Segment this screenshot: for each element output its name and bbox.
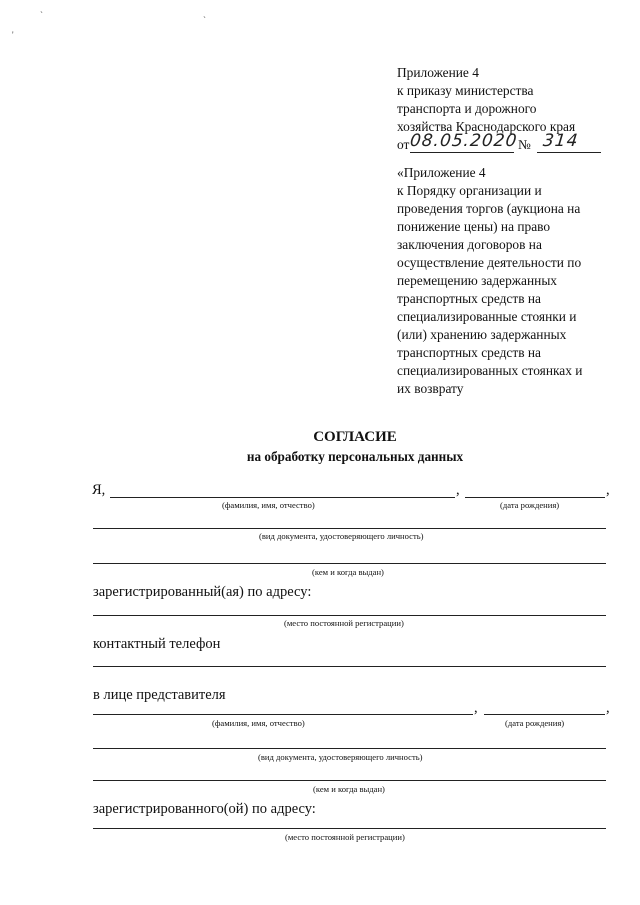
contact-phone-label: контактный телефон (93, 636, 221, 652)
header-line: к приказу министерства (397, 83, 534, 98)
order-number-sign: № (518, 137, 531, 152)
appendix-line: понижение цены) на право (397, 219, 551, 234)
appendix-line: «Приложение 4 (397, 165, 486, 180)
contact-phone-field[interactable] (93, 666, 606, 667)
birth-date-field[interactable] (465, 497, 605, 498)
appendix-line: транспортных средств на (397, 291, 541, 306)
comma: , (474, 700, 478, 716)
rep-caption-residence: (место постоянной регистрации) (285, 832, 405, 842)
rep-caption-issued-by: (кем и когда выдан) (313, 784, 385, 794)
representative-label: в лице представителя (93, 687, 226, 703)
appendix-line: осуществление деятельности по (397, 255, 582, 270)
document-subtitle: на обработку персональных данных (246, 449, 464, 464)
appendix-line: перемещению задержанных (397, 273, 558, 288)
caption-fio: (фамилия, имя, отчество) (222, 500, 315, 510)
rep-issued-by-field[interactable] (93, 780, 606, 781)
caption-issued-by: (кем и когда выдан) (312, 567, 384, 577)
scan-speck: ` (40, 10, 43, 20)
rep-fio-field[interactable] (93, 714, 473, 715)
order-number: 314 (541, 131, 580, 151)
header-block (397, 64, 580, 154)
order-line (397, 131, 580, 154)
header-line: хозяйства Краснодарского края (397, 119, 576, 134)
header-line: транспорта и дорожного (397, 101, 537, 116)
scan-speck: ' (12, 30, 14, 40)
caption-id-document: (вид документа, удостоверяющего личность) (259, 531, 424, 541)
appendix-line: заключения договоров на (397, 237, 542, 252)
scan-speck: ` (203, 15, 206, 25)
order-prefix: от (397, 137, 410, 152)
registered-address-field[interactable] (93, 615, 606, 616)
rep-id-document-field[interactable] (93, 748, 606, 749)
caption-birth-date: (дата рождения) (500, 500, 560, 510)
rep-registered-address-label: зарегистрированного(ой) по адресу: (93, 801, 316, 817)
comma: , (606, 482, 610, 498)
appendix-line: проведения торгов (аукциона на (397, 201, 581, 216)
ya-label: Я, (92, 482, 106, 498)
fio-field[interactable] (110, 497, 455, 498)
rep-caption-fio: (фамилия, имя, отчество) (212, 718, 305, 728)
header-line: Приложение 4 (397, 65, 479, 80)
appendix-line: специализированных стоянках и (397, 363, 583, 378)
rep-caption-id-document: (вид документа, удостоверяющего личность) (258, 752, 423, 762)
rep-registered-address-field[interactable] (93, 828, 606, 829)
order-number-underline (537, 152, 601, 153)
issued-by-field[interactable] (93, 563, 606, 564)
registered-address-label: зарегистрированный(ая) по адресу: (93, 584, 312, 600)
appendix-line: (или) хранению задержанных (397, 327, 567, 342)
comma: , (456, 482, 460, 498)
comma: , (606, 700, 610, 716)
rep-caption-birth-date: (дата рождения) (505, 718, 565, 728)
appendix-block (397, 164, 582, 398)
appendix-line: к Порядку организации и (397, 183, 542, 198)
order-date: 08.05.2020 (408, 131, 519, 151)
appendix-line: их возврату (397, 381, 464, 396)
rep-birth-date-field[interactable] (484, 714, 605, 715)
id-document-field[interactable] (93, 528, 606, 529)
caption-residence: (место постоянной регистрации) (284, 618, 404, 628)
document-title: СОГЛАСИЕ (313, 429, 397, 445)
appendix-line: транспортных средств на (397, 345, 541, 360)
appendix-line: специализированные стоянки и (397, 309, 577, 324)
order-date-underline (410, 152, 514, 153)
